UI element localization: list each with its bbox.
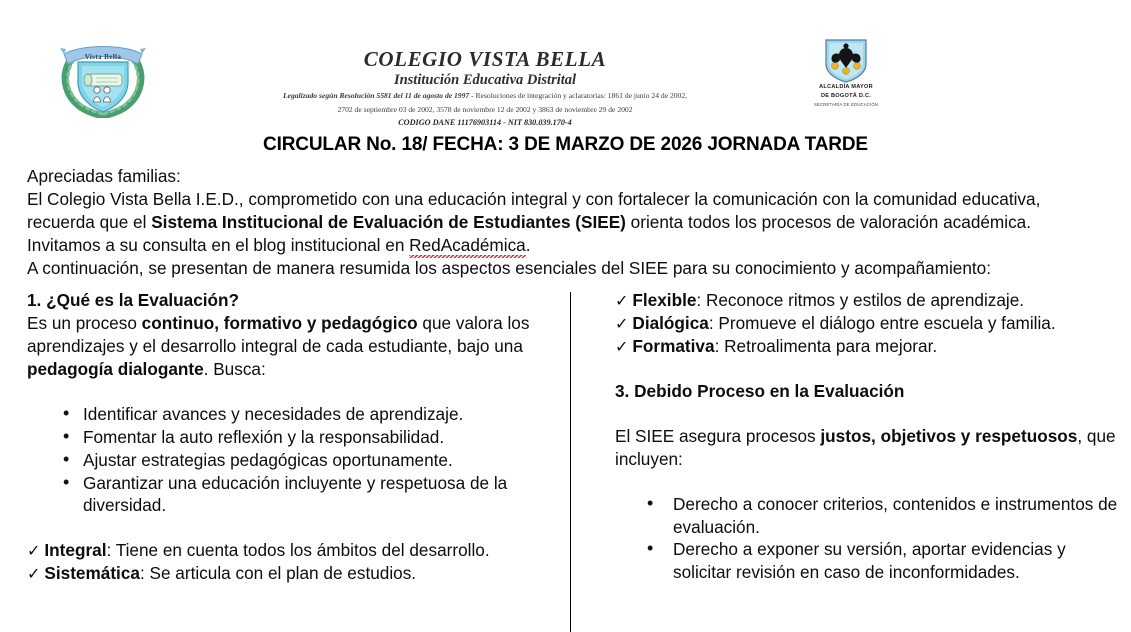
check-icon: ✓ [615, 314, 629, 334]
left-para-part-1: Es un proceso [27, 313, 142, 334]
right-para-part-2: , que incluyen: [615, 425, 1116, 469]
intro-line-1: El Colegio Vista Bella I.E.D., comprometido con una educación integral y con fortalecer la comunicación con la comunidad educativa, [27, 188, 1041, 209]
right-section-heading: 3. Debido Proceso en la Evaluación [615, 381, 905, 401]
left-check-item-sistematica [27, 562, 560, 585]
legal-code-dane-nit: CODIGO DANE 11176903114 - NIT 830.039.170-4 [398, 117, 572, 127]
left-section-heading: 1. ¿Qué es la Evaluación? [27, 290, 240, 311]
school-subtitle: Institución Educativa Distrital [393, 71, 577, 88]
list-item: • Fomentar la auto reflexión y la responsabilidad. [27, 426, 560, 449]
left-spacer-before-checks [27, 517, 560, 539]
check-icon: ✓ [615, 337, 629, 357]
intro-line-2-before: recuerda que el [27, 211, 152, 232]
list-item: • Identificar avances y necesidades de aprendizaje. [27, 403, 560, 426]
right-check-term-1: Dialógica [632, 313, 709, 334]
right-para-part-1: El SIEE asegura procesos [615, 425, 821, 446]
check-icon: ✓ [615, 291, 629, 311]
left-spacer-before-list [27, 381, 560, 403]
alcaldia-secretary: SECRETARÍA DE EDUCACIÓN [813, 101, 879, 107]
right-section-paragraph [615, 425, 1121, 471]
left-check-item-integral [27, 539, 560, 562]
left-check-text-1: : Se articula con el plan de estudios. [139, 563, 417, 584]
right-check-text-0: : Reconoce ritmos y estilos de aprendizaje. [696, 290, 1025, 311]
school-name: COLEGIO VISTA BELLA [363, 47, 607, 71]
right-check-term-0: Flexible [632, 290, 697, 311]
check-icon: ✓ [27, 541, 41, 561]
right-column [571, 289, 1121, 584]
right-check-item-dialogica [615, 312, 1121, 335]
list-item: • Ajustar estrategias pedagógicas oportunamente. [27, 449, 560, 472]
left-check-term-0: Integral [44, 540, 107, 561]
left-para-part-2: que valora los aprendizajes y el desarrollo integral de cada estudiante, bajo una [27, 313, 530, 357]
legal-resolution-bold: Legalizado según Resolución 5581 del 11 de agosto de 1997 [282, 91, 470, 101]
intro-line-3 [27, 234, 1105, 257]
siee-term: Sistema Institucional de Evaluación de Estudiantes (SIEE) [151, 211, 626, 232]
left-column [27, 289, 560, 585]
intro-block [0, 165, 1131, 279]
circular-title: CIRCULAR No. 18/ FECHA: 3 DE MARZO DE 2026 JORNADA TARDE [263, 134, 868, 155]
intro-line-3-before: Invitamos a su consulta en el blog institucional en [27, 234, 410, 255]
letterhead [0, 0, 1131, 127]
left-para-part-3: . Busca: [203, 359, 266, 379]
intro-line-4: A continuación, se presentan de manera resumida los aspectos esenciales del SIEE para su conocimiento y acompañamiento: [27, 257, 992, 278]
right-spacer-before-paragraph [615, 403, 1121, 425]
list-item: • Derecho a conocer criterios, contenidos e instrumentos de evaluación. [615, 493, 1121, 539]
two-column-body [0, 289, 1131, 632]
colegio-vista-bella-crest-icon [52, 34, 154, 118]
alcaldia-mayor-bogota-crest-icon [800, 38, 892, 110]
right-bullet-list [615, 493, 1121, 585]
left-para-bold-2: pedagogía dialogante [27, 359, 204, 379]
intro-line-2-after: orienta todos los procesos de valoración académica. [625, 211, 1031, 232]
left-section-paragraph [27, 312, 560, 381]
list-item: • Derecho a exponer su versión, aportar evidencias y solicitar revisión en caso de inconformidades. [615, 538, 1121, 584]
alcaldia-city: DE BOGOTÁ D.C. [820, 92, 872, 99]
left-bullet-list [27, 403, 560, 517]
right-check-item-flexible [615, 289, 1121, 312]
school-identity-block [225, 48, 745, 128]
list-item: • Garantizar una educación incluyente y respetuosa de la diversidad. [27, 472, 560, 518]
left-para-bold-1: continuo, formativo y pedagógico [141, 313, 418, 334]
legal-line-1 [225, 91, 745, 102]
right-para-bold-1: justos, objetivos y respetuosos [820, 425, 1078, 446]
svg-text:Vista Bella: Vista Bella [84, 53, 122, 61]
alcaldia-name: ALCALDÍA MAYOR [819, 84, 873, 90]
right-check-text-2: : Retroalimenta para mejorar. [714, 336, 938, 357]
right-check-term-2: Formativa [632, 336, 715, 357]
right-spacer-before-list [615, 471, 1121, 493]
right-spacer-before-heading [615, 358, 1121, 380]
right-check-item-formativa [615, 335, 1121, 358]
intro-line-3-after: . [525, 234, 531, 255]
redacademica-misspelled-text: RedAcadémica [409, 234, 526, 255]
right-check-text-1: : Promueve el diálogo entre escuela y familia. [708, 313, 1056, 334]
bogota-shield-icon [800, 38, 892, 82]
legal-resolution-rest: - Resoluciones de integración y aclaratorias: 1861 de junio 24 de 2002, [469, 91, 688, 101]
left-check-text-0: : Tiene en cuenta todos los ámbitos del desarrollo. [106, 540, 490, 561]
legal-line-2: 2702 de septiembre 03 de 2002, 3578 de noviembre 12 de 2002 y 3863 de noviembre 29 de 2002 [337, 105, 633, 115]
left-check-term-1: Sistemática [44, 563, 140, 584]
intro-greeting: Apreciadas familias: [27, 166, 181, 186]
intro-line-2 [27, 211, 1105, 234]
check-icon: ✓ [27, 564, 41, 584]
